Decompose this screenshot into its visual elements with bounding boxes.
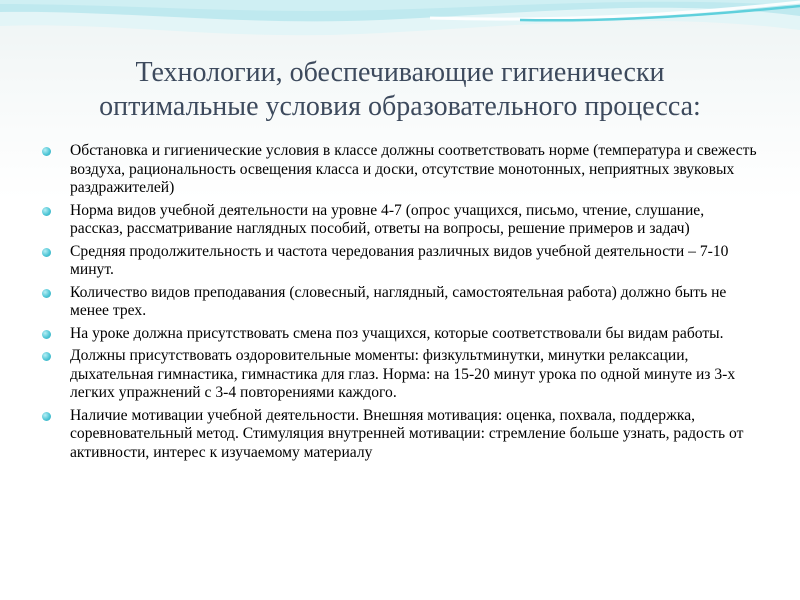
- bullet-item: [40, 243, 760, 280]
- bullet-dot-icon: [42, 289, 51, 298]
- bullet-dot-icon: [42, 248, 51, 257]
- bullet-text: Должны присутствовать оздоровительные моменты: физкультминутки, минутки релаксации, дыхательная гимнастика, гимнастика для глаз. Норма: на 15-20 минут урока по одной минуте из 3-х легких упражнений с 3-4 повторениями каждого.: [70, 347, 736, 401]
- bullet-dot-icon: [42, 330, 51, 339]
- bullet-item: [40, 347, 760, 403]
- bullet-dot-icon: [42, 352, 51, 361]
- bullet-text: Наличие мотивации учебной деятельности. Внешняя мотивация: оценка, похвала, поддержка, соревновательный метод. Стимуляция внутренней мотивации: стремление больше узнать, радость от активности, интерес к изучаемому материалу: [70, 406, 744, 461]
- bullet-list: [40, 142, 760, 466]
- bullet-dot-icon: [42, 147, 51, 156]
- wave-decoration: [0, 0, 800, 60]
- bullet-dot-icon: [42, 412, 51, 421]
- bullet-item: [40, 284, 760, 321]
- bullet-dot-icon: [42, 207, 51, 216]
- bullet-item: [40, 325, 760, 344]
- slide-title: Технологии, обеспечивающие гигиенически оптимальные условия образовательного процесса:: [99, 57, 701, 122]
- bullet-text: Обстановка и гигиенические условия в классе должны соответствовать норме (температура и свежесть воздуха, рациональность освещения класса и доски, отсутствие монотонных, неприятных звуковых раздражителей): [70, 142, 757, 196]
- bullet-text: Норма видов учебной деятельности на уровне 4-7 (опрос учащихся, письмо, чтение, слушание, рассказ, рассматривание наглядных пособий, ответы на вопросы, решение примеров и задач): [70, 201, 705, 237]
- bullet-text: На уроке должна присутствовать смена поз учащихся, которые соответствовали бы видам работы.: [70, 324, 724, 342]
- bullet-text: Количество видов преподавания (словесный, наглядный, самостоятельная работа) должно быть не менее трех.: [70, 283, 727, 319]
- bullet-item: [40, 142, 760, 198]
- bullet-text: Средняя продолжительность и частота чередования различных видов учебной деятельности – 7-10 минут.: [70, 242, 729, 278]
- bullet-item: [40, 202, 760, 239]
- bullet-item: [40, 407, 760, 463]
